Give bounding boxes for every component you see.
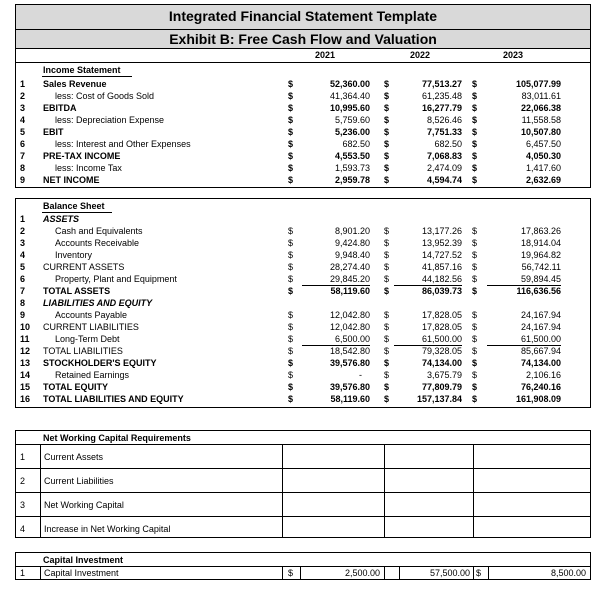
balance-value-2023: 116,636.56 (516, 286, 561, 296)
currency-symbol: $ (384, 79, 390, 89)
balance-value-2023: 74,134.00 (520, 358, 561, 368)
nwc-row-divider (15, 516, 591, 517)
currency-symbol: $ (384, 346, 390, 356)
currency-symbol: $ (288, 334, 294, 344)
balance-value-2021: 8,901.20 (334, 226, 370, 236)
income-value-2021: 4,553.50 (334, 151, 370, 161)
balance-value-2021: - (359, 370, 362, 380)
balance-value-2023: 24,167.94 (520, 310, 561, 320)
currency-symbol: $ (288, 568, 294, 578)
balance-value-2023: 59,894.45 (487, 273, 561, 286)
balance-row-label: Retained Earnings (55, 370, 130, 380)
currency-symbol: $ (384, 163, 390, 173)
balance-row-number: 4 (20, 250, 26, 260)
page-subtitle: Exhibit B: Free Cash Flow and Valuation (169, 31, 437, 47)
nwc-row-divider (15, 444, 591, 445)
balance-row-number: 12 (20, 346, 31, 356)
income-row-label: Sales Revenue (43, 79, 107, 89)
income-statement-label: Income Statement (43, 65, 121, 75)
balance-row-number: 5 (20, 262, 26, 272)
currency-symbol: $ (288, 250, 294, 260)
income-value-2021: 10,995.60 (329, 103, 370, 113)
balance-sheet-label: Balance Sheet (43, 201, 105, 211)
balance-row-number: 13 (20, 358, 31, 368)
balance-row-label: LIABILITIES AND EQUITY (43, 298, 153, 308)
currency-symbol: $ (472, 394, 478, 404)
balance-value-2022: 157,137.84 (416, 394, 462, 404)
currency-symbol: $ (472, 286, 478, 296)
currency-symbol: $ (288, 322, 294, 332)
currency-symbol: $ (288, 238, 294, 248)
balance-value-2021: 39,576.80 (329, 382, 370, 392)
currency-symbol: $ (472, 274, 478, 284)
balance-row-label: ASSETS (43, 214, 80, 224)
balance-value-2023: 2,106.16 (525, 370, 561, 380)
balance-row-number: 7 (20, 286, 26, 296)
nwc-row-number: 1 (20, 452, 26, 462)
balance-value-2021: 28,274.40 (329, 262, 370, 272)
currency-symbol: $ (288, 115, 294, 125)
currency-symbol: $ (384, 250, 390, 260)
income-row-number: 7 (20, 151, 26, 161)
balance-value-2021: 9,424.80 (334, 238, 370, 248)
currency-symbol: $ (288, 151, 294, 161)
income-value-2022: 16,277.79 (421, 103, 462, 113)
currency-symbol: $ (384, 175, 390, 185)
income-value-2022: 2,474.09 (426, 163, 462, 173)
income-row-number: 6 (20, 139, 26, 149)
balance-row-label: Long-Term Debt (55, 334, 120, 344)
nwc-row-label: Current Liabilities (44, 476, 114, 486)
balance-value-2022: 74,134.00 (421, 358, 462, 368)
balance-value-2023: 76,240.16 (520, 382, 561, 392)
income-value-2023: 105,077.99 (515, 79, 561, 89)
currency-symbol: $ (472, 250, 478, 260)
nwc-row-number: 2 (20, 476, 26, 486)
income-label-underline (42, 76, 132, 77)
currency-symbol: $ (384, 262, 390, 272)
currency-symbol: $ (472, 262, 478, 272)
currency-symbol: $ (384, 274, 390, 284)
nwc-row-number: 4 (20, 524, 26, 534)
currency-symbol: $ (384, 334, 390, 344)
balance-row-label: Accounts Receivable (55, 238, 140, 248)
income-value-2021: 682.50 (342, 139, 370, 149)
income-value-2023: 11,558.58 (521, 115, 561, 125)
currency-symbol: $ (472, 310, 478, 320)
income-value-2023: 4,050.30 (525, 151, 561, 161)
balance-row-label: STOCKHOLDER'S EQUITY (43, 358, 157, 368)
balance-value-2023: 24,167.94 (520, 322, 561, 332)
currency-symbol: $ (384, 226, 390, 236)
currency-symbol: $ (288, 370, 294, 380)
balance-value-2022: 77,809.79 (421, 382, 462, 392)
capex-row-number: 1 (20, 568, 26, 578)
income-value-2021: 5,759.60 (334, 115, 370, 125)
capex-value-2023: 8,500.00 (550, 568, 586, 578)
capex-col-divider (488, 566, 489, 580)
balance-row-number: 10 (20, 322, 31, 332)
nwc-col-divider (40, 444, 41, 538)
nwc-row-divider (15, 492, 591, 493)
balance-row-label: Inventory (55, 250, 93, 260)
income-row-label: less: Income Tax (55, 163, 122, 173)
currency-symbol: $ (288, 358, 294, 368)
balance-value-2023: 19,964.82 (520, 250, 561, 260)
income-row-label: NET INCOME (43, 175, 100, 185)
currency-symbol: $ (384, 103, 390, 113)
balance-row-label: Accounts Payable (55, 310, 128, 320)
nwc-row-number: 3 (20, 500, 26, 510)
balance-row-number: 3 (20, 238, 26, 248)
balance-value-2023: 17,863.26 (520, 226, 561, 236)
balance-value-2021: 6,500.00 (302, 333, 370, 346)
income-value-2023: 2,632.69 (525, 175, 561, 185)
income-row-number: 2 (20, 91, 26, 101)
balance-row-label: TOTAL EQUITY (43, 382, 109, 392)
currency-symbol: $ (472, 115, 478, 125)
balance-row-label: TOTAL ASSETS (43, 286, 111, 296)
capex-value-2021: 2,500.00 (344, 568, 380, 578)
currency-symbol: $ (288, 226, 294, 236)
income-value-2023: 22,066.38 (520, 103, 561, 113)
income-value-2021: 1,593.73 (334, 163, 370, 173)
income-row-number: 4 (20, 115, 26, 125)
balance-row-number: 9 (20, 310, 26, 320)
capex-col-divider (300, 566, 301, 580)
currency-symbol: $ (472, 175, 478, 185)
income-value-2022: 61,235.48 (421, 91, 462, 101)
currency-symbol: $ (384, 91, 390, 101)
year-2021-header: 2021 (314, 50, 336, 60)
currency-symbol: $ (472, 382, 478, 392)
currency-symbol: $ (288, 382, 294, 392)
balance-value-2022: 14,727.52 (421, 250, 462, 260)
income-value-2023: 6,457.50 (525, 139, 561, 149)
income-value-2021: 41,364.40 (329, 91, 370, 101)
income-value-2023: 10,507.80 (520, 127, 561, 137)
balance-row-number: 11 (20, 334, 30, 344)
currency-symbol: $ (384, 370, 390, 380)
nwc-row-label: Current Assets (44, 452, 104, 462)
income-value-2022: 682.50 (434, 139, 462, 149)
currency-symbol: $ (384, 322, 390, 332)
nwc-col-divider (384, 444, 385, 538)
nwc-section-label: Net Working Capital Requirements (43, 433, 191, 443)
income-value-2023: 1,417.60 (525, 163, 561, 173)
balance-value-2022: 3,675.79 (426, 370, 462, 380)
currency-symbol: $ (384, 382, 390, 392)
balance-value-2022: 61,500.00 (394, 333, 462, 346)
balance-value-2023: 18,914.04 (520, 238, 561, 248)
income-row-label: less: Interest and Other Expenses (55, 139, 191, 149)
balance-row-label: Property, Plant and Equipment (55, 274, 177, 284)
income-row-label: PRE-TAX INCOME (43, 151, 121, 161)
balance-value-2021: 18,542.80 (329, 346, 370, 356)
balance-value-2022: 17,828.05 (421, 322, 462, 332)
currency-symbol: $ (472, 91, 478, 101)
balance-value-2023: 61,500.00 (487, 333, 561, 346)
balance-value-2021: 12,042.80 (329, 322, 370, 332)
balance-value-2022: 41,857.16 (421, 262, 462, 272)
income-row-number: 5 (20, 127, 26, 137)
currency-symbol: $ (472, 103, 478, 113)
currency-symbol: $ (472, 358, 478, 368)
currency-symbol: $ (472, 334, 478, 344)
currency-symbol: $ (288, 310, 294, 320)
balance-value-2022: 17,828.05 (421, 310, 462, 320)
income-row-label: less: Depreciation Expense (55, 115, 165, 125)
balance-value-2021: 9,948.40 (334, 250, 370, 260)
income-value-2023: 83,011.61 (521, 91, 561, 101)
income-row-number: 3 (20, 103, 26, 113)
balance-value-2023: 161,908.09 (515, 394, 561, 404)
currency-symbol: $ (472, 322, 478, 332)
currency-symbol: $ (476, 568, 482, 578)
balance-value-2022: 44,182.56 (394, 273, 462, 286)
income-row-label: EBITDA (43, 103, 77, 113)
nwc-col-divider (473, 444, 474, 538)
income-value-2022: 77,513.27 (421, 79, 462, 89)
currency-symbol: $ (384, 358, 390, 368)
income-value-2022: 4,594.74 (426, 175, 462, 185)
year-2022-header: 2022 (409, 50, 431, 60)
currency-symbol: $ (472, 346, 478, 356)
balance-row-number: 16 (20, 394, 31, 404)
balance-row-number: 2 (20, 226, 26, 236)
income-value-2021: 5,236.00 (334, 127, 370, 137)
currency-symbol: $ (472, 151, 478, 161)
income-value-2022: 7,068.83 (426, 151, 462, 161)
income-row-number: 1 (20, 79, 26, 89)
capex-row-label: Capital Investment (44, 568, 119, 578)
income-row-number: 9 (20, 175, 26, 185)
income-value-2021: 2,959.78 (334, 175, 370, 185)
year-2023-header: 2023 (502, 50, 524, 60)
currency-symbol: $ (288, 103, 294, 113)
nwc-row-label: Increase in Net Working Capital (44, 524, 171, 534)
currency-symbol: $ (288, 127, 294, 137)
balance-value-2023: 56,742.11 (521, 262, 561, 272)
currency-symbol: $ (384, 238, 390, 248)
balance-value-2021: 39,576.80 (329, 358, 370, 368)
income-value-2021: 52,360.00 (329, 79, 370, 89)
currency-symbol: $ (384, 127, 390, 137)
balance-value-2021: 29,845.20 (302, 273, 370, 286)
currency-symbol: $ (288, 79, 294, 89)
currency-symbol: $ (288, 139, 294, 149)
income-value-2022: 8,526.46 (426, 115, 462, 125)
balance-row-label: CURRENT LIABILITIES (43, 322, 139, 332)
currency-symbol: $ (472, 79, 478, 89)
currency-symbol: $ (472, 127, 478, 137)
balance-row-number: 1 (20, 214, 26, 224)
income-row-label: EBIT (43, 127, 64, 137)
balance-value-2022: 86,039.73 (421, 286, 462, 296)
capex-col-divider (473, 566, 474, 580)
balance-row-number: 6 (20, 274, 26, 284)
balance-row-label: CURRENT ASSETS (43, 262, 125, 272)
currency-symbol: $ (384, 286, 390, 296)
capex-section-label: Capital Investment (43, 555, 124, 565)
currency-symbol: $ (288, 175, 294, 185)
nwc-row-divider (15, 468, 591, 469)
balance-row-label: Cash and Equivalents (55, 226, 143, 236)
currency-symbol: $ (288, 286, 294, 296)
currency-symbol: $ (384, 310, 390, 320)
balance-value-2022: 79,328.05 (421, 346, 462, 356)
capex-value-2022: 57,500.00 (429, 568, 470, 578)
currency-symbol: $ (384, 394, 390, 404)
currency-symbol: $ (472, 238, 478, 248)
income-value-2022: 7,751.33 (426, 127, 462, 137)
nwc-col-divider (282, 444, 283, 538)
currency-symbol: $ (288, 274, 294, 284)
balance-value-2023: 85,667.94 (520, 346, 561, 356)
currency-symbol: $ (472, 163, 478, 173)
currency-symbol: $ (288, 346, 294, 356)
capex-col-divider (40, 566, 41, 580)
balance-row-number: 8 (20, 298, 26, 308)
balance-row-number: 14 (20, 370, 31, 380)
currency-symbol: $ (288, 91, 294, 101)
currency-symbol: $ (288, 394, 294, 404)
currency-symbol: $ (472, 370, 478, 380)
capex-col-divider (384, 566, 385, 580)
currency-symbol: $ (384, 151, 390, 161)
currency-symbol: $ (288, 163, 294, 173)
income-row-label: less: Cost of Goods Sold (55, 91, 155, 101)
currency-symbol: $ (384, 139, 390, 149)
currency-symbol: $ (384, 115, 390, 125)
balance-row-label: TOTAL LIABILITIES (43, 346, 123, 356)
balance-row-label: TOTAL LIABILITIES AND EQUITY (43, 394, 184, 404)
balance-value-2021: 58,119.60 (330, 286, 370, 296)
currency-symbol: $ (472, 139, 478, 149)
currency-symbol: $ (288, 262, 294, 272)
balance-row-number: 15 (20, 382, 31, 392)
balance-value-2022: 13,952.39 (421, 238, 462, 248)
balance-value-2021: 58,119.60 (330, 394, 370, 404)
balance-value-2021: 12,042.80 (329, 310, 370, 320)
currency-symbol: $ (472, 226, 478, 236)
balance-value-2022: 13,177.26 (421, 226, 462, 236)
income-row-number: 8 (20, 163, 26, 173)
page-title: Integrated Financial Statement Template (168, 8, 438, 24)
capex-col-divider (282, 566, 283, 580)
nwc-row-label: Net Working Capital (44, 500, 124, 510)
